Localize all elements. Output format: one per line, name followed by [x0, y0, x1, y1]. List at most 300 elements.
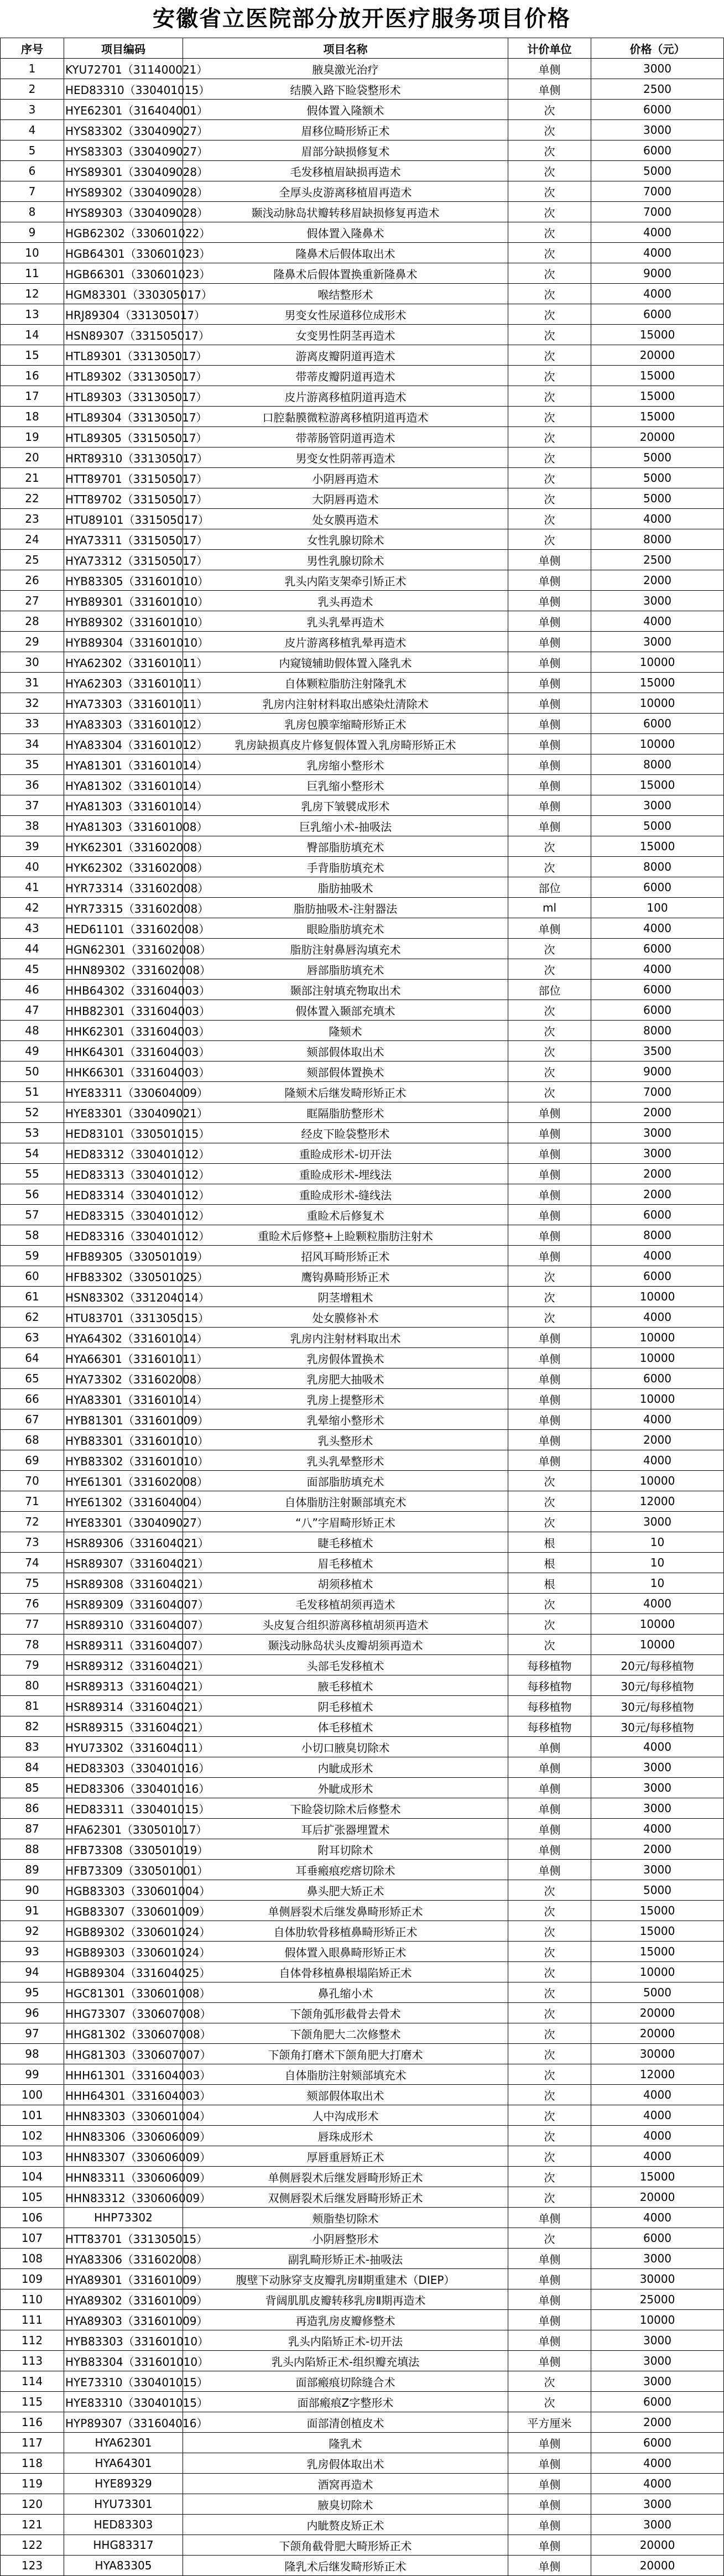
cell-index: 45: [1, 959, 64, 980]
cell-price: 20元/每移植物: [591, 1655, 724, 1675]
cell-code: HFB73308（330501019）: [64, 1839, 183, 1860]
cell-index: 81: [1, 1696, 64, 1716]
cell-code: HYE73310（330401015）: [64, 2371, 183, 2392]
cell-price: 30元/每移植物: [591, 1675, 724, 1696]
cell-unit: 次: [508, 2167, 591, 2187]
table-row: [1, 1000, 724, 1021]
table-row: [1, 2023, 724, 2044]
cell-index: 26: [1, 570, 64, 591]
cell-item-name: 游离皮瓣阴道再造术: [183, 345, 508, 366]
cell-unit: 单侧: [508, 1757, 591, 1778]
cell-code: HYA89301（331601009）: [64, 2269, 183, 2289]
cell-code: HRT89310（331305017）: [64, 447, 183, 468]
cell-index: 123: [1, 2556, 64, 2576]
cell-index: 64: [1, 1348, 64, 1368]
cell-price: 15000: [591, 407, 724, 427]
cell-price: 10: [591, 1573, 724, 1594]
cell-unit: 单侧: [508, 59, 591, 79]
cell-price: 100: [591, 898, 724, 918]
cell-index: 12: [1, 284, 64, 304]
cell-index: 100: [1, 2085, 64, 2105]
cell-price: 10000: [591, 693, 724, 714]
cell-price: 2000: [591, 2412, 724, 2433]
cell-price: 7000: [591, 1082, 724, 1102]
table-row: [1, 1778, 724, 1798]
cell-price: 4000: [591, 2146, 724, 2167]
cell-index: 60: [1, 1266, 64, 1287]
table-row: [1, 2289, 724, 2310]
table-row: [1, 120, 724, 140]
cell-price: 7000: [591, 181, 724, 202]
cell-item-name: 颞部注射填充物取出术: [183, 980, 508, 1000]
cell-index: 98: [1, 2044, 64, 2064]
cell-index: 59: [1, 1246, 64, 1266]
table-row: [1, 1675, 724, 1696]
cell-price: 6000: [591, 2392, 724, 2412]
cell-code: HYU73302（331604011）: [64, 1737, 183, 1757]
cell-price: 6000: [591, 100, 724, 120]
cell-item-name: 外眦成形术: [183, 1778, 508, 1798]
cell-code: HGB89302（330601024）: [64, 1921, 183, 1942]
cell-index: 42: [1, 898, 64, 918]
cell-index: 93: [1, 1942, 64, 1962]
cell-unit: 单侧: [508, 550, 591, 570]
cell-index: 95: [1, 1982, 64, 2003]
cell-item-name: 乳房上提整形术: [183, 1389, 508, 1409]
cell-price: 15000: [591, 1942, 724, 1962]
cell-item-name: 附耳切除术: [183, 1839, 508, 1860]
cell-price: 10000: [591, 1287, 724, 1307]
cell-index: 37: [1, 795, 64, 816]
cell-price: 3000: [591, 1757, 724, 1778]
cell-unit: 单侧: [508, 2351, 591, 2371]
table-body: [1, 59, 724, 2576]
cell-item-name: 内眦成形术: [183, 1757, 508, 1778]
cell-item-name: 口腔黏膜微粒游离移植阴道再造术: [183, 407, 508, 427]
cell-index: 116: [1, 2412, 64, 2433]
table-row: [1, 2003, 724, 2023]
cell-item-name: 下颌角肥大二次修整术: [183, 2023, 508, 2044]
cell-index: 4: [1, 120, 64, 140]
cell-code: HHK64301（331604003）: [64, 1041, 183, 1061]
table-row: [1, 2330, 724, 2351]
cell-unit: 单侧: [508, 795, 591, 816]
cell-code: HFB73309（330501001）: [64, 1860, 183, 1880]
cell-price: 4000: [591, 1409, 724, 1430]
cell-price: 6000: [591, 714, 724, 734]
cell-unit: 单侧: [508, 2310, 591, 2330]
cell-index: 41: [1, 877, 64, 898]
table-row: [1, 2392, 724, 2412]
header-price: 价格（元）: [591, 38, 724, 59]
cell-index: 54: [1, 1143, 64, 1164]
cell-unit: ml: [508, 898, 591, 918]
cell-unit: 每移植物: [508, 1716, 591, 1737]
table-row: [1, 2064, 724, 2085]
cell-index: 21: [1, 468, 64, 488]
cell-item-name: 皮片游离移植阴道再造术: [183, 386, 508, 407]
table-row: [1, 222, 724, 243]
cell-item-name: 乳晕缩小整形术: [183, 1409, 508, 1430]
cell-item-name: 招风耳畸形矫正术: [183, 1246, 508, 1266]
cell-item-name: 大阴唇再造术: [183, 488, 508, 509]
header-unit: 计价单位: [508, 38, 591, 59]
cell-index: 70: [1, 1471, 64, 1491]
cell-item-name: 隆颏术: [183, 1021, 508, 1041]
cell-item-name: 鼻头肥大矫正术: [183, 1880, 508, 1901]
cell-item-name: 假体置入隆额术: [183, 100, 508, 120]
cell-price: 9000: [591, 263, 724, 284]
table-row: [1, 1184, 724, 1205]
cell-index: 103: [1, 2146, 64, 2167]
cell-unit: 部位: [508, 877, 591, 898]
cell-item-name: 经皮下睑袋整形术: [183, 1123, 508, 1143]
cell-unit: 次: [508, 2371, 591, 2392]
cell-code: HSR89315（331604021）: [64, 1716, 183, 1737]
cell-unit: 单侧: [508, 1164, 591, 1184]
cell-item-name: 腋臭激光治疗: [183, 59, 508, 79]
cell-index: 99: [1, 2064, 64, 2085]
cell-item-name: 臀部脂肪填充术: [183, 836, 508, 857]
cell-code: HHB64302（331604003）: [64, 980, 183, 1000]
cell-index: 19: [1, 427, 64, 447]
table-row: [1, 754, 724, 775]
cell-unit: 根: [508, 1573, 591, 1594]
table-row: [1, 2453, 724, 2474]
cell-unit: 次: [508, 1512, 591, 1532]
table-row: [1, 1061, 724, 1082]
cell-item-name: 乳头内陷矫正术-组织瓣充填法: [183, 2351, 508, 2371]
cell-code: HYS89303（330409028）: [64, 202, 183, 222]
cell-item-name: 男变女性尿道移位成形术: [183, 304, 508, 325]
cell-item-name: 下颌角打磨术下颌角肥大打磨术: [183, 2044, 508, 2064]
cell-item-name: 巨乳缩小术-抽吸法: [183, 816, 508, 836]
cell-code: HTL89304（331305017）: [64, 407, 183, 427]
cell-unit: 单侧: [508, 611, 591, 632]
table-row: [1, 1962, 724, 1982]
cell-code: HYS89302（330409028）: [64, 181, 183, 202]
cell-unit: 单侧: [508, 1205, 591, 1225]
cell-unit: 次: [508, 1041, 591, 1061]
cell-price: 3000: [591, 1798, 724, 1819]
cell-price: 3000: [591, 2515, 724, 2535]
cell-item-name: 下睑袋切除术后修整术: [183, 1798, 508, 1819]
cell-index: 84: [1, 1757, 64, 1778]
cell-price: 9000: [591, 1061, 724, 1082]
cell-index: 34: [1, 734, 64, 754]
table-row: [1, 2412, 724, 2433]
cell-code: HYA73311（331505017）: [64, 529, 183, 550]
cell-code: HSN83302（331204014）: [64, 1287, 183, 1307]
cell-price: 3000: [591, 1860, 724, 1880]
table-row: [1, 1430, 724, 1450]
cell-index: 8: [1, 202, 64, 222]
cell-price: 2000: [591, 570, 724, 591]
table-row: [1, 1880, 724, 1901]
table-row: [1, 2208, 724, 2228]
cell-index: 102: [1, 2126, 64, 2146]
cell-item-name: 乳头乳晕整形术: [183, 1450, 508, 1471]
cell-index: 62: [1, 1307, 64, 1328]
table-row: [1, 918, 724, 939]
cell-price: 3000: [591, 1778, 724, 1798]
cell-code: HYB89302（331601010）: [64, 611, 183, 632]
table-row: [1, 980, 724, 1000]
cell-code: HTU89101（331505017）: [64, 509, 183, 529]
cell-price: 3000: [591, 2330, 724, 2351]
table-row: [1, 734, 724, 754]
cell-code: HYR73315（331602008）: [64, 898, 183, 918]
cell-code: HHN83306（330606009）: [64, 2126, 183, 2146]
cell-unit: 单侧: [508, 2474, 591, 2494]
cell-code: HYB83302（331601010）: [64, 1450, 183, 1471]
cell-price: 6000: [591, 140, 724, 161]
cell-index: 17: [1, 386, 64, 407]
cell-index: 78: [1, 1635, 64, 1655]
cell-price: 12000: [591, 1491, 724, 1512]
table-row: [1, 611, 724, 632]
cell-item-name: 皮片游离移植乳晕再造术: [183, 632, 508, 652]
cell-unit: 次: [508, 959, 591, 980]
cell-price: 2000: [591, 1164, 724, 1184]
cell-unit: 次: [508, 1962, 591, 1982]
cell-price: 3000: [591, 1123, 724, 1143]
table-row: [1, 570, 724, 591]
table-row: [1, 550, 724, 570]
header-item-name: 项目名称: [183, 38, 508, 59]
cell-index: 92: [1, 1921, 64, 1942]
cell-unit: 每移植物: [508, 1675, 591, 1696]
cell-item-name: 耳垂瘢痕疙瘩切除术: [183, 1860, 508, 1880]
cell-price: 15000: [591, 1901, 724, 1921]
table-row: [1, 1389, 724, 1409]
cell-unit: 单侧: [508, 1819, 591, 1839]
cell-index: 51: [1, 1082, 64, 1102]
cell-item-name: 内眦赘皮矫正术: [183, 2515, 508, 2535]
cell-code: HFB83302（330501025）: [64, 1266, 183, 1287]
cell-code: HHK62301（331604003）: [64, 1021, 183, 1041]
cell-item-name: 再造乳房皮瓣修整术: [183, 2310, 508, 2330]
cell-price: 10000: [591, 734, 724, 754]
cell-item-name: 背阔肌肌皮瓣转移乳房Ⅱ期再造术: [183, 2289, 508, 2310]
cell-unit: 次: [508, 2126, 591, 2146]
cell-index: 22: [1, 488, 64, 509]
cell-price: 30元/每移植物: [591, 1716, 724, 1737]
cell-unit: 次: [508, 161, 591, 181]
cell-unit: 单侧: [508, 632, 591, 652]
cell-code: HSR89314（331604021）: [64, 1696, 183, 1716]
cell-price: 4000: [591, 1594, 724, 1614]
cell-code: HSR89311（331604007）: [64, 1635, 183, 1655]
cell-item-name: 处女膜修补术: [183, 1307, 508, 1328]
cell-code: HHH64301（331604003）: [64, 2085, 183, 2105]
cell-index: 63: [1, 1328, 64, 1348]
cell-index: 111: [1, 2310, 64, 2330]
cell-price: 8000: [591, 529, 724, 550]
cell-price: 30000: [591, 2044, 724, 2064]
cell-price: 10000: [591, 1348, 724, 1368]
cell-item-name: 体毛移植术: [183, 1716, 508, 1737]
table-row: [1, 1860, 724, 1880]
cell-code: HED83311（330401015）: [64, 1798, 183, 1819]
cell-code: HED83303: [64, 2515, 183, 2535]
cell-unit: 次: [508, 2187, 591, 2208]
cell-index: 96: [1, 2003, 64, 2023]
cell-price: 5000: [591, 161, 724, 181]
cell-code: HYE61301（331602008）: [64, 1471, 183, 1491]
cell-item-name: “八”字眉畸形矫正术: [183, 1512, 508, 1532]
cell-index: 82: [1, 1716, 64, 1737]
table-row: [1, 2269, 724, 2289]
cell-price: 6000: [591, 877, 724, 898]
cell-index: 14: [1, 325, 64, 345]
table-row: [1, 1553, 724, 1573]
cell-code: HYE83301（330409027）: [64, 1512, 183, 1532]
table-row: [1, 693, 724, 714]
cell-code: HED83101（330501015）: [64, 1123, 183, 1143]
cell-unit: 单侧: [508, 591, 591, 611]
table-row: [1, 2105, 724, 2126]
table-row: [1, 2371, 724, 2392]
cell-price: 6000: [591, 939, 724, 959]
cell-unit: 次: [508, 2105, 591, 2126]
cell-price: 5000: [591, 447, 724, 468]
cell-index: 104: [1, 2167, 64, 2187]
cell-index: 119: [1, 2474, 64, 2494]
table-row: [1, 959, 724, 980]
cell-price: 4000: [591, 222, 724, 243]
cell-item-name: 自体骨移植鼻根塌陷矫正术: [183, 1962, 508, 1982]
table-row: [1, 325, 724, 345]
cell-index: 66: [1, 1389, 64, 1409]
cell-price: 4000: [591, 243, 724, 263]
table-row: [1, 2351, 724, 2371]
cell-item-name: 内窥镜辅助假体置入隆乳术: [183, 652, 508, 673]
cell-price: 8000: [591, 1225, 724, 1246]
table-row: [1, 2515, 724, 2535]
cell-item-name: 颊脂垫切除术: [183, 2208, 508, 2228]
cell-price: 15000: [591, 775, 724, 795]
cell-code: HSR89306（331604021）: [64, 1532, 183, 1553]
cell-price: 10000: [591, 652, 724, 673]
cell-item-name: 眉毛移植术: [183, 1553, 508, 1573]
cell-code: HYA89303（331601009）: [64, 2310, 183, 2330]
cell-item-name: 脂肪抽吸术: [183, 877, 508, 898]
cell-code: HYB83304（331601010）: [64, 2351, 183, 2371]
cell-item-name: 带蒂肠管阴道再造术: [183, 427, 508, 447]
cell-index: 24: [1, 529, 64, 550]
cell-price: 2500: [591, 550, 724, 570]
cell-price: 4000: [591, 1737, 724, 1757]
cell-index: 73: [1, 1532, 64, 1553]
cell-unit: 次: [508, 509, 591, 529]
cell-item-name: 假体置入颞部充填术: [183, 1000, 508, 1021]
table-row: [1, 509, 724, 529]
cell-unit: 次: [508, 1082, 591, 1102]
cell-item-name: 下颌角截骨肥大畸形矫正术: [183, 2535, 508, 2556]
cell-unit: 单侧: [508, 570, 591, 591]
cell-code: HSR89308（331604021）: [64, 1573, 183, 1594]
cell-item-name: 眉部分缺损修复术: [183, 140, 508, 161]
cell-price: 15000: [591, 366, 724, 386]
table-row: [1, 1737, 724, 1757]
cell-unit: 单侧: [508, 2453, 591, 2474]
cell-index: 40: [1, 857, 64, 877]
cell-code: HHN83311（330606009）: [64, 2167, 183, 2187]
cell-item-name: 男变女性阴蒂再造术: [183, 447, 508, 468]
cell-price: 20000: [591, 2556, 724, 2576]
cell-unit: 次: [508, 1901, 591, 1921]
cell-price: 3000: [591, 795, 724, 816]
table-row: [1, 1205, 724, 1225]
cell-unit: 次: [508, 2392, 591, 2412]
cell-code: HGB62302（330601022）: [64, 222, 183, 243]
table-row: [1, 447, 724, 468]
cell-code: HED61101（331602008）: [64, 918, 183, 939]
cell-item-name: 乳房缩小整形术: [183, 754, 508, 775]
cell-index: 44: [1, 939, 64, 959]
cell-item-name: 乳房下皱襞成形术: [183, 795, 508, 816]
cell-item-name: 隆颏术后继发畸形矫正术: [183, 1082, 508, 1102]
cell-code: HYE61302（331604004）: [64, 1491, 183, 1512]
cell-index: 80: [1, 1675, 64, 1696]
cell-price: 2000: [591, 1184, 724, 1205]
cell-code: HGB83303（330601004）: [64, 1880, 183, 1901]
cell-item-name: 副乳畸形矫正术-抽吸法: [183, 2249, 508, 2269]
cell-price: 4000: [591, 1307, 724, 1328]
cell-code: HYA62301: [64, 2433, 183, 2453]
table-row: [1, 345, 724, 366]
cell-unit: 次: [508, 1000, 591, 1021]
table-row: [1, 1942, 724, 1962]
cell-code: HGB64301（330601023）: [64, 243, 183, 263]
cell-code: HGB66301（330601023）: [64, 263, 183, 284]
table-row: [1, 2535, 724, 2556]
table-row: [1, 79, 724, 100]
table-row: [1, 1532, 724, 1553]
table-row: [1, 1266, 724, 1287]
cell-unit: 单侧: [508, 1102, 591, 1123]
cell-unit: 次: [508, 427, 591, 447]
cell-price: 3000: [591, 591, 724, 611]
cell-item-name: 隆乳术后继发畸形矫正术: [183, 2556, 508, 2576]
table-row: [1, 386, 724, 407]
cell-code: HYA62302（331601011）: [64, 652, 183, 673]
cell-item-name: 面部清创植皮术: [183, 2412, 508, 2433]
cell-code: HTL89305（331505017）: [64, 427, 183, 447]
cell-index: 120: [1, 2494, 64, 2515]
cell-item-name: 鹰钩鼻畸形矫正术: [183, 1266, 508, 1287]
cell-code: HYA83305: [64, 2556, 183, 2576]
table-row: [1, 836, 724, 857]
table-row: [1, 2494, 724, 2515]
cell-index: 57: [1, 1205, 64, 1225]
cell-unit: 单侧: [508, 1798, 591, 1819]
cell-item-name: 隆鼻术后假体取出术: [183, 243, 508, 263]
cell-code: HYS83302（330409027）: [64, 120, 183, 140]
cell-unit: 单侧: [508, 2330, 591, 2351]
cell-unit: 单侧: [508, 1860, 591, 1880]
cell-item-name: 酒窝再造术: [183, 2474, 508, 2494]
cell-price: 3000: [591, 2371, 724, 2392]
cell-index: 53: [1, 1123, 64, 1143]
cell-item-name: 脂肪抽吸术-注射器法: [183, 898, 508, 918]
cell-price: 8000: [591, 857, 724, 877]
cell-code: HYB89301（331601010）: [64, 591, 183, 611]
cell-unit: 次: [508, 345, 591, 366]
cell-item-name: 巨乳缩小整形术: [183, 775, 508, 795]
cell-price: 2000: [591, 1102, 724, 1123]
